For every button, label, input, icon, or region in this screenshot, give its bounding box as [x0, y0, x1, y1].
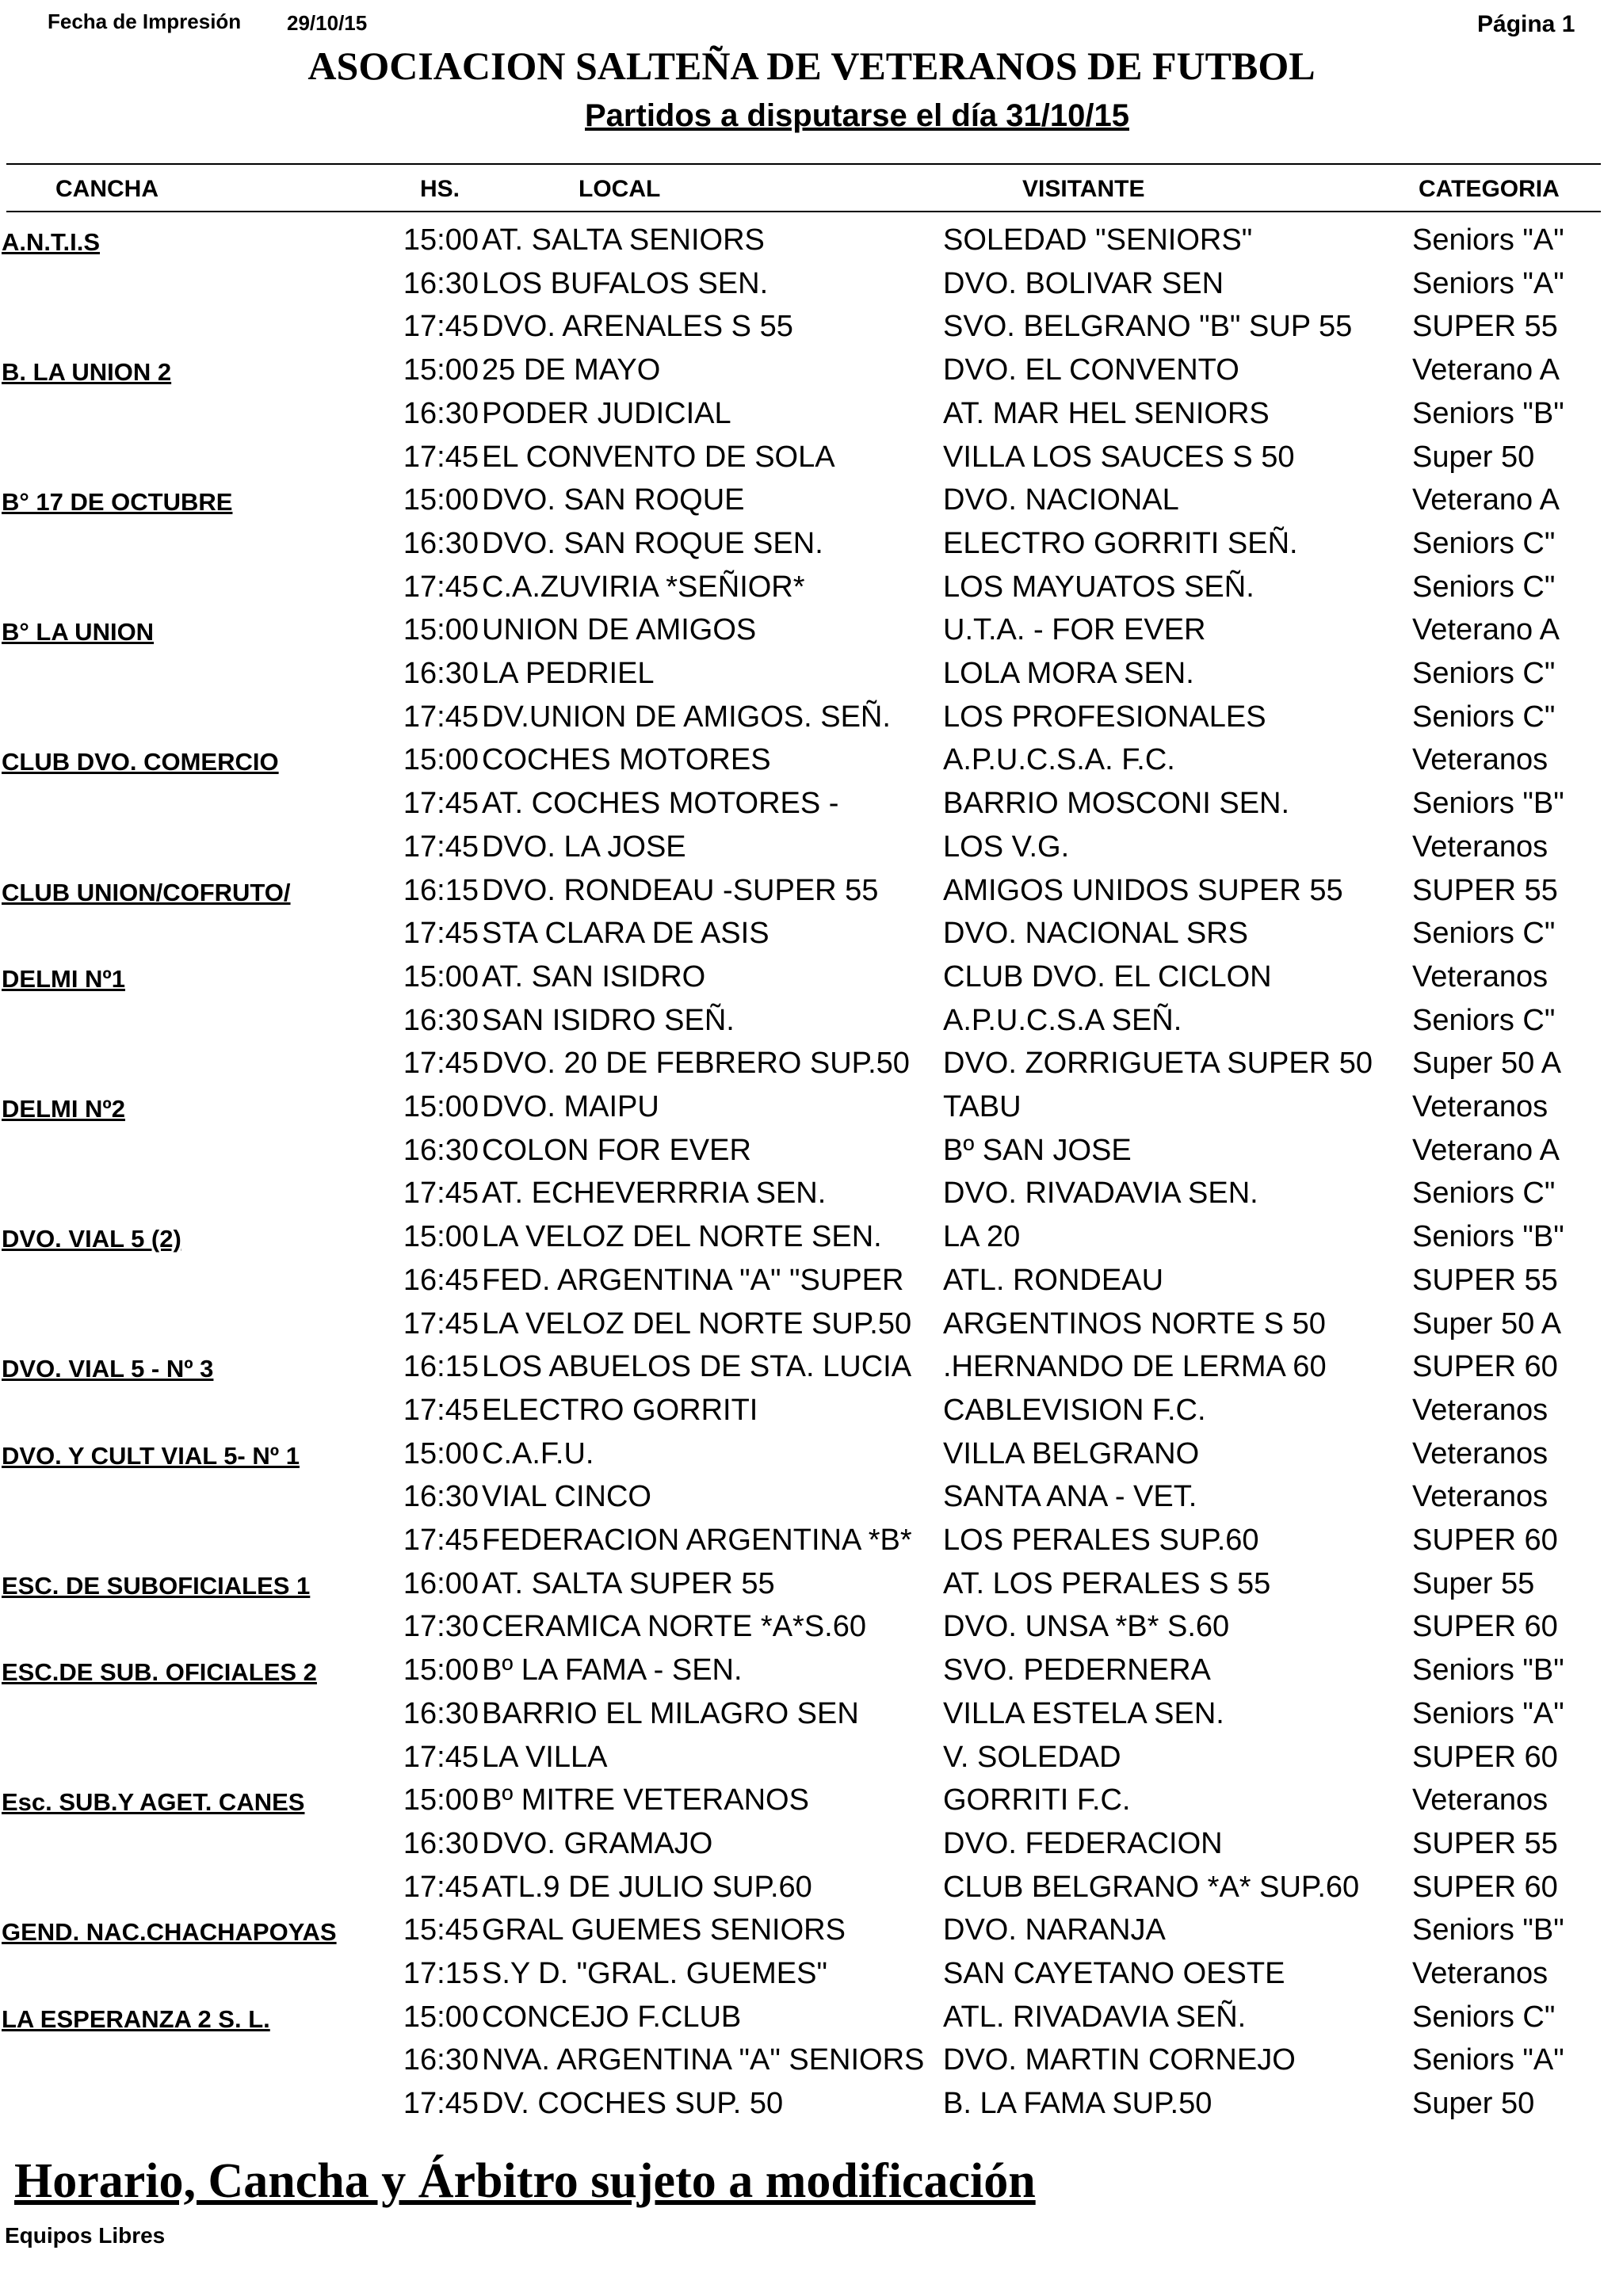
modification-notice: Horario, Cancha y Árbitro sujeto a modificación: [14, 2154, 1036, 2208]
table-row: [0, 1307, 1623, 1350]
row-local-team: DVO. 20 DE FEBRERO SUP.50: [482, 1047, 910, 1081]
row-time: 16:30: [403, 1003, 479, 1037]
row-category: Veterano A: [1412, 613, 1560, 647]
row-visiting-team: V. SOLEDAD: [943, 1740, 1121, 1774]
row-local-team: STA CLARA DE ASIS: [482, 917, 769, 951]
table-row: [0, 1177, 1623, 1219]
row-time: 17:15: [403, 1957, 479, 1990]
row-local-team: DV. COCHES SUP. 50: [482, 2087, 784, 2121]
table-row: [0, 1957, 1623, 2000]
row-visiting-team: DVO. NACIONAL: [943, 483, 1179, 517]
row-category: Veteranos: [1412, 1783, 1549, 1817]
table-row: [0, 613, 1623, 656]
row-time: 17:45: [403, 700, 479, 734]
row-cancha: ESC. DE SUBOFICIALES 1: [2, 1571, 311, 1600]
header-top-rule: [6, 163, 1601, 165]
table-row: [0, 1783, 1623, 1826]
row-time: 15:00: [403, 223, 479, 257]
row-local-team: CONCEJO F.CLUB: [482, 2000, 742, 2034]
row-cancha: DVO. VIAL 5 (2): [2, 1225, 181, 1253]
row-time: 17:45: [403, 440, 479, 474]
row-visiting-team: ATL. RONDEAU: [943, 1263, 1164, 1297]
row-time: 16:30: [403, 266, 479, 300]
row-local-team: FEDERACION ARGENTINA *B*: [482, 1524, 912, 1557]
row-visiting-team: VILLA LOS SAUCES S 50: [943, 440, 1295, 474]
row-category: Veterano A: [1412, 483, 1560, 517]
row-time: 17:45: [403, 917, 479, 951]
column-header-visitante: VISITANTE: [1022, 176, 1145, 202]
row-visiting-team: AT. LOS PERALES S 55: [943, 1566, 1271, 1600]
row-visiting-team: CABLEVISION F.C.: [943, 1393, 1206, 1427]
row-visiting-team: LOLA MORA SEN.: [943, 657, 1194, 690]
row-time: 16:15: [403, 873, 479, 907]
row-local-team: CERAMICA NORTE *A*S.60: [482, 1610, 867, 1644]
row-local-team: VIAL CINCO: [482, 1480, 651, 1514]
row-time: 16:30: [403, 1826, 479, 1860]
row-time: 16:30: [403, 1133, 479, 1167]
row-category: SUPER 55: [1412, 873, 1558, 907]
table-row: [0, 2087, 1623, 2130]
row-local-team: Bº LA FAMA - SEN.: [482, 1653, 743, 1688]
row-local-team: DVO. RONDEAU -SUPER 55: [482, 873, 879, 907]
row-visiting-team: .HERNANDO DE LERMA 60: [943, 1350, 1327, 1384]
row-category: SUPER 60: [1412, 1610, 1558, 1644]
row-category: Seniors C": [1412, 1177, 1556, 1211]
table-row: [0, 1437, 1623, 1480]
row-cancha: B. LA UNION 2: [2, 358, 172, 387]
row-local-team: DVO. ARENALES S 55: [482, 310, 793, 344]
row-cancha: DVO. Y CULT VIAL 5- Nº 1: [2, 1441, 300, 1470]
row-local-team: LA PEDRIEL: [482, 657, 655, 690]
table-row: [0, 1394, 1623, 1436]
row-visiting-team: TABU: [943, 1090, 1022, 1123]
row-category: Veterano A: [1412, 1133, 1560, 1167]
table-row: [0, 527, 1623, 570]
row-visiting-team: CLUB BELGRANO *A* SUP.60: [943, 1870, 1360, 1904]
table-row: [0, 1350, 1623, 1393]
row-category: Veteranos: [1412, 959, 1549, 994]
table-row: [0, 657, 1623, 700]
row-local-team: AT. ECHEVERRRIA SEN.: [482, 1177, 827, 1211]
row-category: Seniors C": [1412, 917, 1556, 951]
table-row: [0, 1913, 1623, 1956]
row-local-team: 25 DE MAYO: [482, 353, 661, 387]
row-local-team: ATL.9 DE JULIO SUP.60: [482, 1870, 812, 1904]
row-local-team: NVA. ARGENTINA "A" SENIORS: [482, 2043, 925, 2077]
row-time: 16:30: [403, 396, 479, 430]
column-header-local: LOCAL: [579, 176, 661, 202]
row-time: 15:00: [403, 1436, 479, 1470]
table-row: [0, 397, 1623, 440]
row-cancha: CLUB DVO. COMERCIO: [2, 748, 279, 776]
row-visiting-team: A.P.U.C.S.A SEÑ.: [943, 1003, 1182, 1037]
row-category: Veteranos: [1412, 1393, 1549, 1427]
table-row: [0, 2043, 1623, 2086]
print-date: 29/10/15: [287, 11, 368, 35]
row-visiting-team: LOS MAYUATOS SEÑ.: [943, 570, 1254, 604]
row-visiting-team: SAN CAYETANO OESTE: [943, 1957, 1285, 1990]
row-visiting-team: U.T.A. - FOR EVER: [943, 613, 1206, 647]
row-local-team: DV.UNION DE AMIGOS. SEÑ.: [482, 700, 891, 734]
row-local-team: AT. SAN ISIDRO: [482, 959, 706, 994]
row-local-team: S.Y D. "GRAL. GUEMES": [482, 1957, 827, 1990]
row-cancha: CLUB UNION/COFRUTO/: [2, 878, 291, 906]
row-visiting-team: DVO. BOLIVAR SEN: [943, 266, 1224, 300]
row-time: 15:00: [403, 483, 479, 517]
row-time: 17:45: [403, 1870, 479, 1904]
row-category: Veteranos: [1412, 1090, 1549, 1123]
row-category: Seniors C": [1412, 700, 1556, 734]
row-cancha: B° LA UNION: [2, 618, 155, 646]
row-visiting-team: DVO. FEDERACION: [943, 1826, 1223, 1860]
row-category: Super 55: [1412, 1566, 1535, 1600]
table-row: [0, 2000, 1623, 2043]
row-local-team: PODER JUDICIAL: [482, 396, 731, 430]
document-subtitle: Partidos a disputarse el día 31/10/15: [585, 98, 1129, 133]
row-category: Veteranos: [1412, 1480, 1549, 1514]
row-visiting-team: VILLA ESTELA SEN.: [943, 1696, 1224, 1730]
row-visiting-team: LOS PERALES SUP.60: [943, 1524, 1259, 1557]
row-category: Super 50 A: [1412, 1306, 1562, 1341]
row-local-team: LOS BUFALOS SEN.: [482, 266, 769, 300]
row-visiting-team: A.P.U.C.S.A. F.C.: [943, 743, 1175, 777]
row-time: 17:45: [403, 1047, 479, 1081]
row-local-team: LA VELOZ DEL NORTE SEN.: [482, 1220, 882, 1254]
row-time: 17:45: [403, 570, 479, 604]
row-cancha: B° 17 DE OCTUBRE: [2, 488, 233, 517]
row-visiting-team: GORRITI F.C.: [943, 1783, 1131, 1817]
row-local-team: C.A.F.U.: [482, 1436, 594, 1470]
row-visiting-team: ELECTRO GORRITI SEÑ.: [943, 526, 1298, 560]
table-row: [0, 917, 1623, 959]
row-time: 16:00: [403, 1566, 479, 1600]
row-time: 16:30: [403, 1696, 479, 1730]
table-row: [0, 223, 1623, 266]
row-category: SUPER 55: [1412, 1263, 1558, 1297]
row-time: 15:00: [403, 1653, 479, 1688]
row-category: Veteranos: [1412, 830, 1549, 864]
row-time: 17:45: [403, 1306, 479, 1341]
row-visiting-team: SVO. BELGRANO "B" SUP 55: [943, 310, 1353, 344]
row-local-team: C.A.ZUVIRIA *SEÑIOR*: [482, 570, 805, 604]
table-row: [0, 441, 1623, 483]
row-time: 17:45: [403, 2087, 479, 2121]
table-row: [0, 743, 1623, 786]
row-visiting-team: ARGENTINOS NORTE S 50: [943, 1306, 1326, 1341]
row-local-team: LOS ABUELOS DE STA. LUCIA: [482, 1350, 912, 1384]
row-category: Seniors "B": [1412, 1220, 1564, 1254]
row-visiting-team: CLUB DVO. EL CICLON: [943, 959, 1272, 994]
row-time: 15:00: [403, 1783, 479, 1817]
row-visiting-team: ATL. RIVADAVIA SEÑ.: [943, 2000, 1247, 2034]
row-category: Super 50: [1412, 440, 1535, 474]
row-cancha: DELMI Nº1: [2, 964, 125, 993]
row-time: 17:30: [403, 1610, 479, 1644]
free-teams-label: Equipos Libres: [5, 2223, 166, 2248]
row-local-team: GRAL GUEMES SENIORS: [482, 1913, 846, 1947]
row-category: Seniors "B": [1412, 1913, 1564, 1947]
table-row: [0, 1741, 1623, 1783]
table-row: [0, 570, 1623, 613]
row-local-team: ELECTRO GORRITI: [482, 1393, 758, 1427]
header-bottom-rule: [6, 211, 1601, 212]
row-local-team: EL CONVENTO DE SOLA: [482, 440, 835, 474]
row-visiting-team: B. LA FAMA SUP.50: [943, 2087, 1212, 2121]
row-time: 15:00: [403, 743, 479, 777]
table-row: [0, 1090, 1623, 1133]
row-local-team: COLON FOR EVER: [482, 1133, 751, 1167]
column-header-hs: HS.: [420, 176, 460, 202]
row-visiting-team: DVO. EL CONVENTO: [943, 353, 1239, 387]
row-time: 16:30: [403, 1480, 479, 1514]
table-row: [0, 1220, 1623, 1263]
row-category: SUPER 55: [1412, 310, 1558, 344]
row-visiting-team: LOS PROFESIONALES: [943, 700, 1266, 734]
row-local-team: AT. SALTA SENIORS: [482, 223, 765, 257]
row-local-team: LA VELOZ DEL NORTE SUP.50: [482, 1306, 912, 1341]
table-row: [0, 483, 1623, 526]
row-category: Seniors "A": [1412, 1696, 1564, 1730]
row-visiting-team: DVO. RIVADAVIA SEN.: [943, 1177, 1258, 1211]
table-row: [0, 1610, 1623, 1653]
row-category: Seniors C": [1412, 2000, 1556, 2034]
row-local-team: DVO. MAIPU: [482, 1090, 659, 1123]
row-visiting-team: AMIGOS UNIDOS SUPER 55: [943, 873, 1343, 907]
row-category: SUPER 60: [1412, 1740, 1558, 1774]
row-category: Veteranos: [1412, 743, 1549, 777]
row-category: Seniors C": [1412, 657, 1556, 690]
table-row: [0, 267, 1623, 310]
column-header-cancha: CANCHA: [55, 176, 158, 202]
row-time: 16:15: [403, 1350, 479, 1384]
table-row: [0, 1264, 1623, 1306]
row-time: 17:45: [403, 1177, 479, 1211]
row-time: 17:45: [403, 787, 479, 821]
row-time: 15:00: [403, 353, 479, 387]
table-row: [0, 874, 1623, 917]
row-visiting-team: DVO. MARTIN CORNEJO: [943, 2043, 1296, 2077]
print-date-label: Fecha de Impresión: [48, 10, 242, 33]
row-category: Seniors "A": [1412, 223, 1564, 257]
table-row: [0, 1697, 1623, 1740]
table-row: [0, 1827, 1623, 1870]
row-visiting-team: LOS V.G.: [943, 830, 1070, 864]
row-visiting-team: DVO. NARANJA: [943, 1913, 1166, 1947]
row-visiting-team: DVO. NACIONAL SRS: [943, 917, 1249, 951]
row-category: SUPER 60: [1412, 1524, 1558, 1557]
row-local-team: DVO. SAN ROQUE SEN.: [482, 526, 823, 560]
row-visiting-team: SVO. PEDERNERA: [943, 1653, 1211, 1688]
row-visiting-team: BARRIO MOSCONI SEN.: [943, 787, 1290, 821]
table-row: [0, 1480, 1623, 1523]
table-row: [0, 353, 1623, 396]
row-visiting-team: DVO. UNSA *B* S.60: [943, 1610, 1230, 1644]
row-cancha: ESC.DE SUB. OFICIALES 2: [2, 1658, 317, 1687]
row-local-team: Bº MITRE VETERANOS: [482, 1783, 809, 1817]
row-local-team: AT. SALTA SUPER 55: [482, 1566, 775, 1600]
row-time: 17:45: [403, 1740, 479, 1774]
row-cancha: GEND. NAC.CHACHAPOYAS: [2, 1918, 337, 1947]
table-row: [0, 1871, 1623, 1913]
row-visiting-team: SOLEDAD "SENIORS": [943, 223, 1253, 257]
row-time: 17:45: [403, 310, 479, 344]
page-number: Página 1: [1477, 11, 1575, 37]
table-row: [0, 1004, 1623, 1047]
row-time: 16:30: [403, 657, 479, 690]
document-title: ASOCIACION SALTEÑA DE VETERANOS DE FUTBOL: [307, 44, 1316, 88]
row-category: Seniors "B": [1412, 396, 1564, 430]
row-time: 15:00: [403, 613, 479, 647]
row-visiting-team: LA 20: [943, 1220, 1021, 1254]
column-header-categoria: CATEGORIA: [1419, 176, 1560, 202]
row-category: SUPER 60: [1412, 1870, 1558, 1904]
row-category: Seniors C": [1412, 570, 1556, 604]
row-category: Seniors C": [1412, 1003, 1556, 1037]
row-time: 16:30: [403, 2043, 479, 2077]
row-local-team: FED. ARGENTINA "A" "SUPER: [482, 1263, 904, 1297]
table-row: [0, 787, 1623, 830]
row-category: Veteranos: [1412, 1957, 1549, 1990]
row-time: 17:45: [403, 1524, 479, 1557]
row-category: Seniors "B": [1412, 1653, 1564, 1688]
row-local-team: AT. COCHES MOTORES -: [482, 787, 839, 821]
row-local-team: UNION DE AMIGOS: [482, 613, 757, 647]
row-visiting-team: AT. MAR HEL SENIORS: [943, 396, 1270, 430]
row-category: Seniors "B": [1412, 787, 1564, 821]
row-category: SUPER 55: [1412, 1826, 1558, 1860]
table-row: [0, 1134, 1623, 1177]
row-category: Seniors C": [1412, 526, 1556, 560]
row-visiting-team: VILLA BELGRANO: [943, 1436, 1200, 1470]
row-local-team: DVO. GRAMAJO: [482, 1826, 713, 1860]
row-visiting-team: SANTA ANA - VET.: [943, 1480, 1197, 1514]
table-row: [0, 1653, 1623, 1696]
row-time: 15:00: [403, 2000, 479, 2034]
row-time: 15:00: [403, 959, 479, 994]
table-row: [0, 310, 1623, 353]
row-category: Veteranos: [1412, 1436, 1549, 1470]
row-time: 17:45: [403, 1393, 479, 1427]
row-category: Seniors "A": [1412, 2043, 1564, 2077]
row-cancha: DELMI Nº2: [2, 1095, 125, 1123]
row-cancha: DVO. VIAL 5 - Nº 3: [2, 1355, 214, 1383]
row-time: 16:45: [403, 1263, 479, 1297]
row-time: 17:45: [403, 830, 479, 864]
row-visiting-team: Bº SAN JOSE: [943, 1133, 1132, 1167]
table-row: [0, 700, 1623, 743]
row-local-team: SAN ISIDRO SEÑ.: [482, 1003, 735, 1037]
row-local-team: COCHES MOTORES: [482, 743, 771, 777]
row-category: Seniors "A": [1412, 266, 1564, 300]
row-category: Veterano A: [1412, 353, 1560, 387]
row-cancha: Esc. SUB.Y AGET. CANES: [2, 1788, 305, 1817]
row-time: 15:00: [403, 1220, 479, 1254]
row-category: SUPER 60: [1412, 1350, 1558, 1384]
row-local-team: BARRIO EL MILAGRO SEN: [482, 1696, 859, 1730]
table-row: [0, 1567, 1623, 1610]
row-time: 16:30: [403, 526, 479, 560]
table-row: [0, 960, 1623, 1003]
row-local-team: DVO. LA JOSE: [482, 830, 686, 864]
row-cancha: A.N.T.I.S: [2, 228, 101, 256]
row-local-team: DVO. SAN ROQUE: [482, 483, 745, 517]
table-row: [0, 830, 1623, 873]
row-category: Super 50 A: [1412, 1047, 1562, 1081]
row-cancha: LA ESPERANZA 2 S. L.: [2, 2004, 270, 2033]
row-time: 15:45: [403, 1913, 479, 1947]
row-time: 15:00: [403, 1090, 479, 1123]
row-visiting-team: DVO. ZORRIGUETA SUPER 50: [943, 1047, 1373, 1081]
row-local-team: LA VILLA: [482, 1740, 608, 1774]
table-row: [0, 1524, 1623, 1566]
row-category: Super 50: [1412, 2087, 1535, 2121]
table-row: [0, 1047, 1623, 1089]
